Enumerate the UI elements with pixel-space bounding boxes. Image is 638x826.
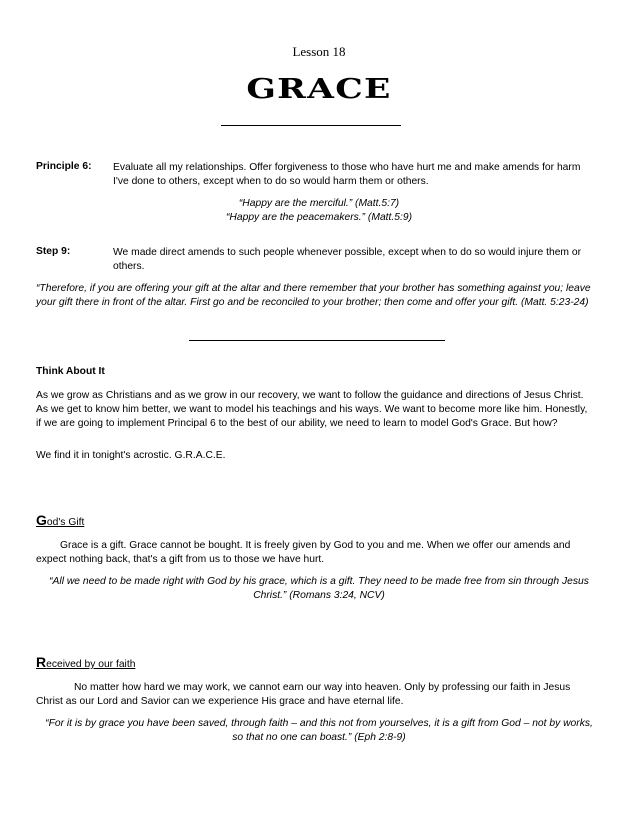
think-line1: As we grow as Christians and as we grow in our recovery, we want to follow the guidance and directions of Jesus Christ. [36, 390, 584, 401]
gods-gift-line1: Grace is a gift. Grace cannot be bought. It is freely given by God to you and me. When we offer our amends and [60, 540, 571, 551]
section-divider [189, 340, 445, 341]
think-line3: if we are going to implement Principal 6 to the best of our ability, we need to learn to model God's Grace. But how? [36, 418, 558, 429]
received-quote-1: “For it is by grace you have been saved, through faith – and this not from yourselves, it is a gift from God – not by works, [45, 718, 593, 729]
think-acrostic: We find it in tonight's acrostic. G.R.A.C.E. [36, 450, 226, 461]
received-quote-2: so that no one can boast.” (Eph 2:8-9) [232, 732, 406, 743]
step-text-line2: others. [113, 261, 145, 272]
gods-gift-heading-text: od's Gift [46, 517, 85, 528]
received-heading-text: eceived by our faith [46, 659, 136, 670]
gods-gift-quote-1: “All we need to be made right with God by his grace, which is a gift. They need to be made free from sin through Jesus [49, 576, 589, 587]
received-line1: No matter how hard we may work, we cannot earn our way into heaven. Only by professing our faith in Jesus [74, 682, 571, 693]
received-cap: R [36, 654, 47, 670]
principle-text-line2: I've done to others, except when to do so would harm them or others. [113, 176, 429, 187]
title-divider [221, 125, 401, 126]
think-line2: As we get to know him better, we want to model his teachings and his ways. We want to become more like him. Honestly, [36, 404, 588, 415]
step-label: Step 9: [36, 246, 71, 257]
step-scripture-line2: your gift there in front of the altar. First go and be reconciled to your brother; then come and offer your gift. (Matt. 5:23-24) [36, 297, 589, 308]
page-title: GRACE [246, 74, 392, 105]
gods-gift-cap: G [36, 512, 47, 528]
gods-gift-quote-2: Christ.” (Romans 3:24, NCV) [253, 590, 385, 601]
received-line2: Christ as our Lord and Savior can we experience His grace and have eternal life. [36, 696, 404, 707]
think-heading: Think About It [36, 366, 105, 377]
step-text-line1: We made direct amends to such people whenever possible, except when to do so would injure them or [113, 247, 582, 258]
gods-gift-heading [36, 512, 84, 530]
principle-quote-1: “Happy are the merciful.” (Matt.5:7) [238, 198, 400, 209]
received-heading [36, 654, 135, 672]
gods-gift-line2: expect nothing back, that's a gift from us to those we have hurt. [36, 554, 325, 565]
lesson-label: Lesson 18 [292, 44, 346, 59]
principle-text-line1: Evaluate all my relationships. Offer forgiveness to those who have hurt me and make amends for harm [113, 162, 581, 173]
principle-quote-2: “Happy are the peacemakers.” (Matt.5:9) [226, 212, 412, 223]
principle-label: Principle 6: [36, 161, 92, 172]
step-scripture-line1: “Therefore, if you are offering your gift at the altar and there remember that your brother has something against you; leave [36, 283, 591, 294]
